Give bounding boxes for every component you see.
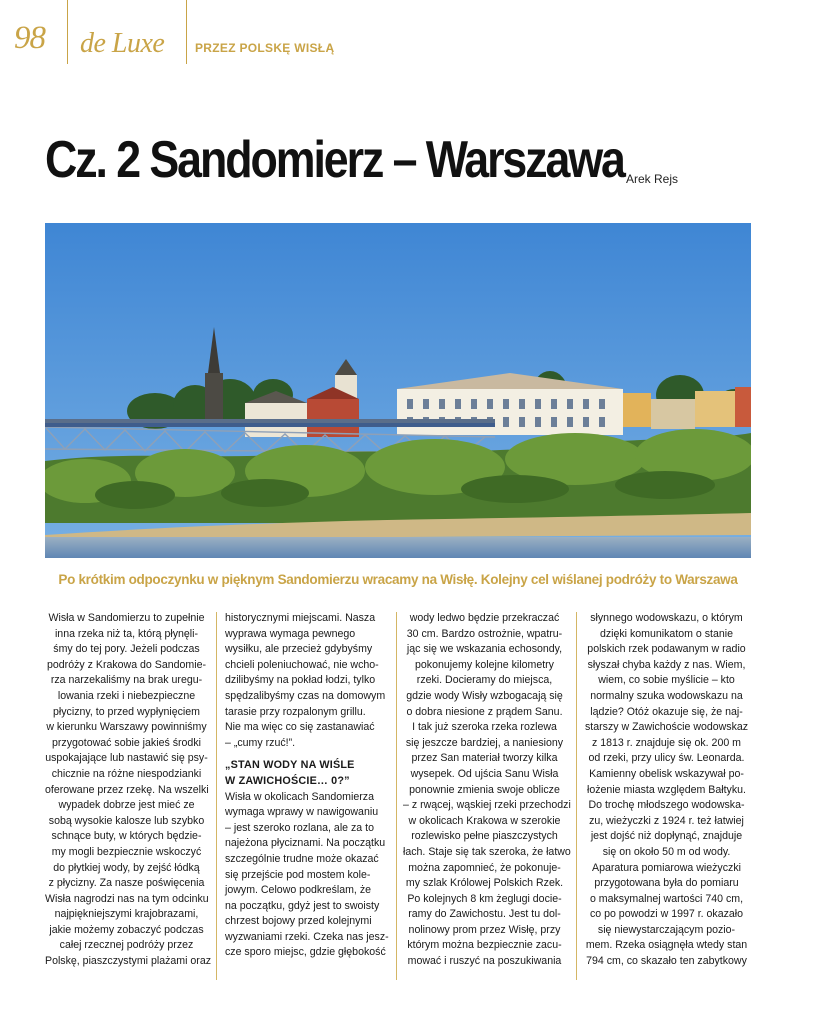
text-line: od rzeki, przy ulicy św. Leonarda. xyxy=(588,752,745,765)
column-divider xyxy=(396,612,397,980)
text-line: dzilibyśmy na pokład łodzi, tylko xyxy=(225,674,376,687)
text-line: najeżona płyciznami. Na początku xyxy=(225,837,386,850)
text-line: Wisła w okolicach Sandomierza xyxy=(225,790,374,803)
text-line: tarasie przy rozpalonym grillu. xyxy=(225,705,366,718)
text-line: się on około 50 m od wody. xyxy=(602,845,731,858)
text-line: łach. Staje się tak szeroka, że łatwo xyxy=(403,845,571,858)
text-line: szczególnie trudne może okazać xyxy=(225,852,379,865)
paragraph-gap xyxy=(225,751,388,758)
text-line: wiem, co sobie myślicie – kto xyxy=(598,674,735,687)
text-line: jowym. Celowo podkreślam, że xyxy=(225,884,372,897)
text-line: zu, wieżyczki z 1924 r. też łatwiej xyxy=(589,814,744,827)
text-line: – „cumy rzuć!”. xyxy=(225,736,296,749)
text-line: wypadek dobrze jest mieć ze xyxy=(58,799,195,812)
text-line: podróży z Krakowa do Sandomie- xyxy=(47,658,206,671)
text-line: z płycizny. Za nasze poświęcenia xyxy=(48,877,205,890)
text-line: polskich rzek podawanym w radio xyxy=(587,643,746,656)
column-divider xyxy=(576,612,577,980)
text-line: lowania rzeki i niebezpieczne xyxy=(57,689,196,702)
text-line: Polskę, piaszczystymi plażami oraz xyxy=(45,955,212,968)
header-divider xyxy=(67,0,68,64)
text-line: płycizny, to przed wypłynięciem xyxy=(53,705,200,718)
text-line: jąc się we wskazania echosondy, xyxy=(406,643,563,656)
text-line: rozlewisko pełne piaszczystych xyxy=(411,830,558,843)
text-line: do płytkiej wody, by zejść łódką xyxy=(53,861,200,874)
column-divider xyxy=(216,612,217,980)
text-line: Aparatura pomiarowa wieżyczki xyxy=(592,861,741,874)
text-column-3 xyxy=(403,611,571,970)
text-line: rza narzekaliśmy na brak uregu- xyxy=(50,674,203,687)
text-line: cze sporo miejsc, gdzie głębokość xyxy=(225,946,386,959)
text-line: wyprawa wymaga pewnego xyxy=(225,627,356,640)
text-line: gdzie wody Wisły wzbogacają się xyxy=(406,689,563,702)
sandomierz-riverside-photo xyxy=(45,223,751,558)
text-line: na początku, gdyż jest to swoisty xyxy=(225,899,380,912)
text-column-4 xyxy=(585,611,748,970)
text-line: chcieli poleniuchować, nie wcho- xyxy=(225,658,379,671)
text-line: Kamienny obelisk wskazywał po- xyxy=(589,767,744,780)
text-line: można zapomnieć, że pokonuje- xyxy=(408,861,561,874)
magazine-brand: de Luxe xyxy=(80,28,165,59)
text-line: przygotowana była do pomiaru xyxy=(594,877,739,890)
text-line: – jest szeroko rozlana, ale za to xyxy=(225,821,374,834)
text-line: nolinowy prom przez Wisłę, przy xyxy=(408,923,561,936)
article-author: Arek Rejs xyxy=(626,172,679,186)
text-line: słynnego wodowskazu, o którym xyxy=(590,612,743,624)
text-line: sobą wysokie kalosze lub szybko xyxy=(48,814,205,827)
text-line: 30 cm. Bardzo ostrożnie, wpatru- xyxy=(406,627,563,640)
text-line: się jeszcze bardziej, a naniesiony xyxy=(405,736,564,749)
text-line: słyszał chyba każdy z nas. Wiem, xyxy=(587,658,746,671)
text-line: w okolicach Krakowa w szerokie xyxy=(408,814,561,827)
text-line: jest dojść niż dopłynąć, znajduje xyxy=(590,830,743,843)
text-line: wysiłku, ale przecież gdybyśmy xyxy=(225,643,373,656)
text-line: wymaga wprawy w nawigowaniu xyxy=(225,806,379,819)
text-line: rzeki. Docieramy do miejsca, xyxy=(416,674,553,687)
text-line: ramy do Zawichostu. Jest tu dol- xyxy=(408,908,561,921)
page-number: 98 xyxy=(14,20,45,56)
text-line: wody ledwo będzie przekraczać xyxy=(409,612,560,624)
text-line: Wisła w Sandomierzu to zupełnie xyxy=(48,612,205,624)
subheading-line: W ZAWICHOŚCIE… 0?” xyxy=(225,774,350,787)
text-line: przez San materiał tworzy kilka xyxy=(411,752,558,765)
text-line: pokonujemy kolejne kilometry xyxy=(415,658,554,671)
text-line: którym można bezpiecznie zacu- xyxy=(407,939,562,952)
text-line: o maksymalnej wartości 740 cm, xyxy=(589,892,744,905)
text-line: najpiękniejszymi krajobrazami, xyxy=(54,908,199,921)
text-line: co po powodzi w 1997 r. okazało xyxy=(589,908,744,921)
text-line: z 1813 r. znajduje się ok. 200 m xyxy=(592,736,741,749)
text-line: historycznymi miejscami. Nasza xyxy=(225,612,376,624)
text-line: wysepek. Od ujścia Sanu Wisła xyxy=(410,767,559,780)
text-column-1 xyxy=(45,611,212,970)
text-line: oferowane przez rzekę. Na wszelki xyxy=(45,783,209,796)
text-line: łożenie miasta względem Bałtyku. xyxy=(587,783,746,796)
text-line: normalny szuka wodowskazu na xyxy=(590,689,743,702)
text-line: śmy do tej pory. Jeżeli podczas xyxy=(53,643,200,656)
text-line: przygotować sobie jakieś środki xyxy=(52,736,201,749)
text-line: mem. Rzeka osiągnęła wtedy stan xyxy=(585,939,748,952)
text-line: ponownie zmienia swoje oblicze xyxy=(409,783,560,796)
text-line: chrzest bojowy przed kolejnymi xyxy=(225,915,372,928)
text-line: Po kolejnych 8 km żeglugi docie- xyxy=(407,892,562,905)
article-title: Cz. 2 Sandomierz – Warszawa xyxy=(45,131,624,189)
text-line: Do trochę młodszego wodowska- xyxy=(588,799,745,812)
text-line: wyzwaniami rzeki. Czeka nas jesz- xyxy=(225,930,389,943)
text-line: całej rzecznej podróży przez xyxy=(59,939,194,952)
text-line: w kierunku Warszawy powinniśmy xyxy=(46,721,207,734)
text-line: starszy w Zawichoście wodowskaz xyxy=(585,721,749,734)
text-line: mować i ruszyć na poszukiwania xyxy=(407,955,562,968)
photo-caption: Po krótkim odpoczynku w pięknym Sandomierzu wracamy na Wisłę. Kolejny cel wiślanej podróży to Warszawa xyxy=(58,572,738,587)
text-line: uspokajające lub nastawić się psy- xyxy=(45,752,208,765)
text-line: lądzie? Otóż okazuje się, że naj- xyxy=(590,705,743,718)
text-line: my mogli bezpiecznie wskoczyć xyxy=(51,845,202,858)
text-line: o dobra niesione z prądem Sanu. xyxy=(406,705,563,718)
text-line: chicznie na różne niespodzianki xyxy=(51,767,202,780)
text-column-2 xyxy=(225,611,388,961)
text-line: dzięki komunikatom o stanie xyxy=(599,627,734,640)
text-line: jakie możemy zobaczyć podczas xyxy=(49,923,204,936)
text-line: – z rwącej, wąskiej rzeki przechodzi xyxy=(403,799,571,812)
subheading-line: „STAN WODY NA WIŚLE xyxy=(225,759,355,772)
text-line: się niewystarczającym pozio- xyxy=(597,923,736,936)
section-label: PRZEZ POLSKĘ WISŁĄ xyxy=(195,41,335,55)
text-line: I tak już szeroka rzeka rozlewa xyxy=(412,721,557,734)
text-line: my szlak Królowej Polskich Rzek. xyxy=(405,877,564,890)
header-divider xyxy=(186,0,187,64)
text-line: spędzalibyśmy czas na domowym xyxy=(225,689,386,702)
text-line: Wisła nagrodzi nas na tym odcinku xyxy=(45,892,209,905)
text-line: schnące buty, w których będzie- xyxy=(51,830,202,843)
page-header xyxy=(0,0,819,70)
text-line: Nie ma więc co się zastanawiać xyxy=(225,721,375,734)
text-line: 794 cm, co skazało ten zabytkowy xyxy=(586,955,747,968)
text-line: inna rzeka niż ta, którą płynęli- xyxy=(54,627,199,640)
text-line: się przejście pod mostem kole- xyxy=(225,868,371,881)
